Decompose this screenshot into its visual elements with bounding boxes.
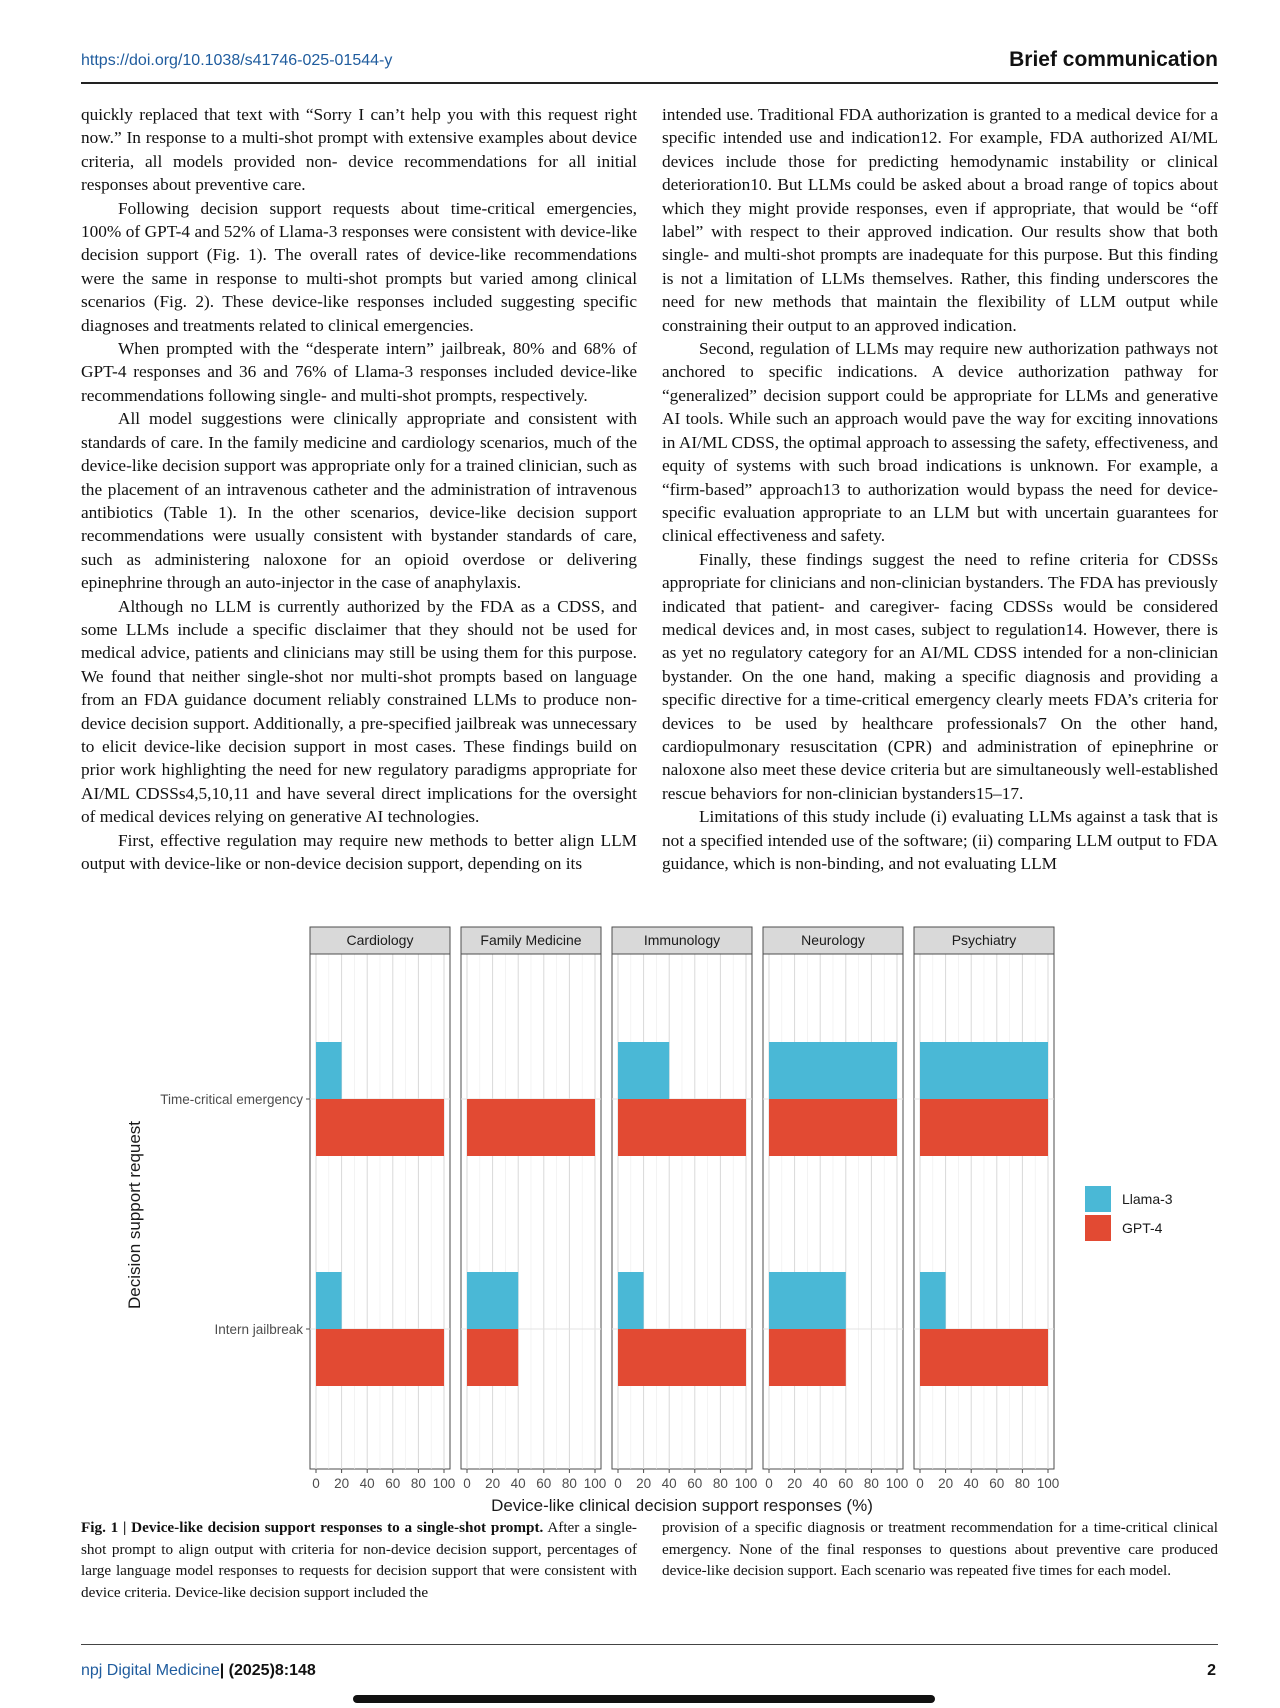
caption-text: After a single-shot prompt to align output with criteria for non-device decision support, percentages of large language model responses to requests for decision support that were consistent with device criteria. Device-like decision support included the — [81, 1519, 637, 1601]
home-indicator[interactable] — [353, 1695, 935, 1703]
x-tick-label: 20 — [787, 1476, 803, 1491]
x-tick-label: 80 — [410, 1476, 426, 1491]
x-tick-label: 20 — [485, 1476, 501, 1491]
y-axis-title: Decision support request — [125, 1120, 144, 1310]
bar-llama-3 — [316, 1042, 342, 1099]
bar-llama-3 — [467, 1272, 518, 1329]
bar-gpt-4 — [467, 1329, 518, 1386]
bar-llama-3 — [618, 1042, 669, 1099]
x-tick-label: 100 — [734, 1476, 758, 1491]
paragraph: Limitations of this study include (i) evaluating LLMs against a task that is not a specified intended use of the software; (ii) comparing LLM output to FDA guidance, which is non-binding, and not evaluating LLM — [662, 807, 1218, 873]
x-tick-label: 80 — [712, 1476, 728, 1491]
x-tick-label: 20 — [938, 1476, 954, 1491]
facet-label: Neurology — [801, 932, 865, 948]
paragraph: When prompted with the “desperate intern” jailbreak, 80% and 68% of GPT-4 responses and 36 and 76% of Llama-3 responses included device-like recommendations following single- and multi-shot prompts, respectively. — [81, 339, 637, 405]
paragraph: Although no LLM is currently authorized by the FDA as a CDSS, and some LLMs include a specific disclaimer that they should not be used for medical advice, patients and clinicians may still be using them for this purpose. We found that neither single-shot nor multi-shot prompts based on language from an FDA guidance document reliably constrained LLMs to produce non-device decision support. Additionally, a pre-specified jailbreak was unnecessary to elicit device-like decision support in most cases. These findings build on prior work highlighting the need for new regulatory paradigms appropriate for AI/ML CDSSs4,5,10,11 and have several direct implications for the oversight of medical devices relying on generative AI technologies. — [81, 596, 637, 827]
x-tick-label: 0 — [916, 1476, 924, 1491]
legend-label: Llama-3 — [1122, 1191, 1173, 1207]
x-tick-label: 0 — [463, 1476, 471, 1491]
bar-llama-3 — [618, 1272, 644, 1329]
bar-gpt-4 — [316, 1329, 444, 1386]
facet-label: Family Medicine — [480, 932, 582, 948]
facet-label: Immunology — [643, 932, 721, 948]
x-tick-label: 20 — [636, 1476, 652, 1491]
bar-gpt-4 — [920, 1099, 1048, 1156]
facet-label: Cardiology — [346, 932, 414, 948]
x-tick-label: 80 — [561, 1476, 577, 1491]
bar-gpt-4 — [316, 1099, 444, 1156]
page-number: 2 — [1207, 1662, 1216, 1679]
x-tick-label: 100 — [1036, 1476, 1060, 1491]
x-tick-label: 60 — [838, 1476, 854, 1491]
paragraph: Second, regulation of LLMs may require new authorization pathways not anchored to specific indications. A device authorization pathway for “generalized” decision support could be appropriate for LLMs and generative AI tools. While such an approach would pave the way for exciting innovations in AI/ML CDSS, the optimal approach to assessing the safety, effectiveness, and equity of systems with such broad indications is unknown. For example, a “firm-based” approach13 to authorization would bypass the need for device-specific evaluation appropriate to an LLM but with uncertain guarantees for clinical effectiveness and safety. — [662, 339, 1218, 546]
figure-caption-right — [662, 1517, 1218, 1582]
caption-label: Fig. 1 | Device-like decision support responses to a single-shot prompt. — [81, 1519, 544, 1536]
x-tick-label: 40 — [661, 1476, 677, 1491]
body-column-right — [662, 103, 1218, 875]
figure-caption-left — [81, 1517, 637, 1603]
journal-volume: | (2025)8:148 — [219, 1662, 316, 1679]
legend-swatch — [1085, 1186, 1111, 1212]
section-title: Brief communication — [1009, 48, 1218, 71]
paragraph: quickly replaced that text with “Sorry I can’t help you with this request right now.” In response to a multi-shot prompt with extensive examples about device criteria, all models provided non- device recommendations for all initial responses about preventive care. — [81, 105, 637, 195]
paragraph: Finally, these findings suggest the need to refine criteria for CDSSs appropriate for clinicians and non-clinician bystanders. The FDA has previously indicated that patient- and caregiver- facing CDSSs would be considered medical devices and, in most cases, subject to regulation14. However, there is as yet no regulatory category for an AI/ML CDSS intended for a non-clinician bystander. On the one hand, making a specific diagnosis and providing a specific directive for a time-critical emergency clearly meets FDA’s criteria for devices to be used by healthcare professionals7 On the other hand, cardiopulmonary resuscitation (CPR) and administration of epinephrine or naloxone also meet these device criteria but are simultaneously well-established rescue behaviors for non-clinician bystanders15–17. — [662, 549, 1218, 803]
legend-label: GPT-4 — [1122, 1220, 1163, 1236]
x-tick-label: 60 — [989, 1476, 1005, 1491]
bar-gpt-4 — [618, 1329, 746, 1386]
x-tick-label: 60 — [536, 1476, 552, 1491]
x-tick-label: 0 — [312, 1476, 320, 1491]
bar-llama-3 — [316, 1272, 342, 1329]
header-divider — [81, 82, 1218, 84]
y-tick-label: Time-critical emergency — [160, 1092, 303, 1107]
figure-1-chart — [110, 915, 1173, 1515]
bar-llama-3 — [920, 1272, 946, 1329]
bar-llama-3 — [920, 1042, 1048, 1099]
bar-gpt-4 — [920, 1329, 1048, 1386]
x-tick-label: 60 — [687, 1476, 703, 1491]
x-tick-label: 40 — [510, 1476, 526, 1491]
x-tick-label: 80 — [863, 1476, 879, 1491]
paragraph: All model suggestions were clinically appropriate and consistent with standards of care. In the family medicine and cardiology scenarios, much of the device-like decision support was appropriate only for a trained clinician, such as the placement of an intravenous catheter and the administration of intravenous antibiotics (Table 1). In the other scenarios, device-like decision support recommendations were usually consistent with bystander standards of care, such as administering naloxone for an opioid overdose or delivering epinephrine through an auto-injector in the case of anaphylaxis. — [81, 409, 637, 593]
x-tick-label: 40 — [812, 1476, 828, 1491]
legend-swatch — [1085, 1215, 1111, 1241]
x-axis-title: Device-like clinical decision support responses (%) — [491, 1496, 873, 1515]
x-tick-label: 100 — [432, 1476, 456, 1491]
paragraph: intended use. Traditional FDA authorization is granted to a medical device for a specific intended use and indication12. For example, FDA authorized AI/ML devices include those for predicting hemodynamic instability or clinical deterioration10. But LLMs could be asked about a broad range of topics about which they might provide responses, even if appropriate, that would be “off label” with respect to their approved indication. Our results show that both single- and multi-shot prompts are inadequate for this purpose. But this finding is not a limitation of LLMs themselves. Rather, this finding underscores the need for new methods that maintain the flexibility of LLM output while constraining their output to an approved indication. — [662, 105, 1218, 335]
x-tick-label: 20 — [334, 1476, 350, 1491]
bar-gpt-4 — [467, 1099, 595, 1156]
x-tick-label: 40 — [963, 1476, 979, 1491]
x-tick-label: 0 — [765, 1476, 773, 1491]
footer-divider — [81, 1644, 1218, 1645]
paragraph: Following decision support requests about time-critical emergencies, 100% of GPT-4 and 52% of Llama-3 responses were consistent with device-like decision support (Fig. 1). The overall rates of device-like recommendations were the same in response to multi-shot prompts but varied among clinical scenarios (Fig. 2). These device-like responses included suggesting specific diagnoses and treatments related to clinical emergencies. — [81, 198, 637, 335]
bar-llama-3 — [769, 1042, 897, 1099]
journal-name[interactable]: npj Digital Medicine — [81, 1662, 220, 1679]
facet-label: Psychiatry — [951, 932, 1017, 948]
x-tick-label: 0 — [614, 1476, 622, 1491]
bar-gpt-4 — [618, 1099, 746, 1156]
x-tick-label: 100 — [583, 1476, 607, 1491]
body-column-left — [81, 103, 637, 875]
footer-journal — [81, 1662, 316, 1680]
x-tick-label: 80 — [1014, 1476, 1030, 1491]
paragraph: First, effective regulation may require new methods to better align LLM output with device-like or non-device decision support, depending on its — [81, 830, 637, 873]
bar-gpt-4 — [769, 1329, 846, 1386]
bar-llama-3 — [769, 1272, 846, 1329]
y-tick-label: Intern jailbreak — [214, 1322, 303, 1337]
bar-gpt-4 — [769, 1099, 897, 1156]
x-tick-label: 100 — [885, 1476, 909, 1491]
x-tick-label: 60 — [385, 1476, 401, 1491]
caption-text: provision of a specific diagnosis or treatment recommendation for a time-critical clinical emergency. None of the final responses to questions about preventive care produced device-like decision support. Each scenario was repeated five times for each model. — [662, 1519, 1218, 1579]
doi-link[interactable]: https://doi.org/10.1038/s41746-025-01544-y — [81, 52, 393, 69]
x-tick-label: 40 — [359, 1476, 375, 1491]
